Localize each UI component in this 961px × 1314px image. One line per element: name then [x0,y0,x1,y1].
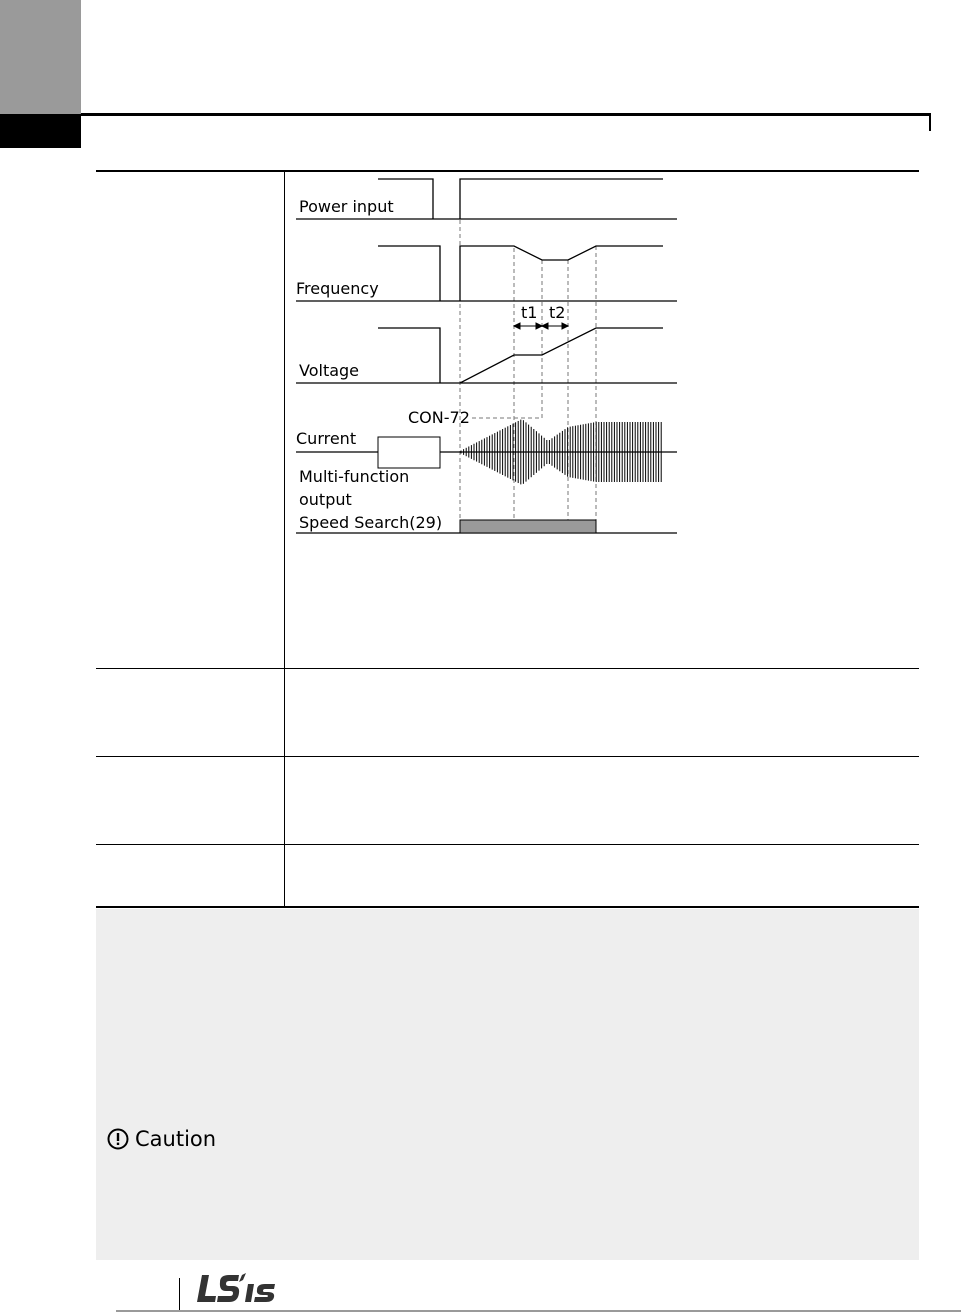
table-row-divider [96,668,919,669]
mf-output-label-2: output [299,490,352,509]
current-before-outage [378,437,440,468]
ls-is-logo [196,1272,284,1306]
speed-search-active-bar [460,520,596,533]
caution-heading [107,1127,216,1151]
table-bottom-border [96,906,919,908]
exclamation-circle-icon [107,1128,129,1150]
power-input-label: Power input [299,197,394,216]
table-row-divider [96,756,919,757]
table-column-divider [284,171,285,908]
header-rule [81,113,931,116]
chapter-tab-dark [0,114,81,148]
con-72-label: CON-72 [408,408,470,427]
t1-label: t1 [521,303,538,322]
table-row-divider [96,844,919,845]
notes-panel [96,909,919,1260]
t2-label: t2 [549,303,566,322]
caution-label: Caution [135,1127,217,1151]
footer-rule [116,1310,961,1312]
mf-output-label-3: Speed Search(29) [299,513,443,532]
footer-separator [179,1278,180,1311]
current-label: Current [296,429,357,448]
frequency-label: Frequency [296,279,379,298]
time-interval-arrows [514,323,568,329]
speed-search-timing-diagram [290,170,685,540]
header-tick [929,113,931,131]
voltage-label: Voltage [299,361,360,380]
mf-output-label-1: Multi-function [299,467,410,486]
